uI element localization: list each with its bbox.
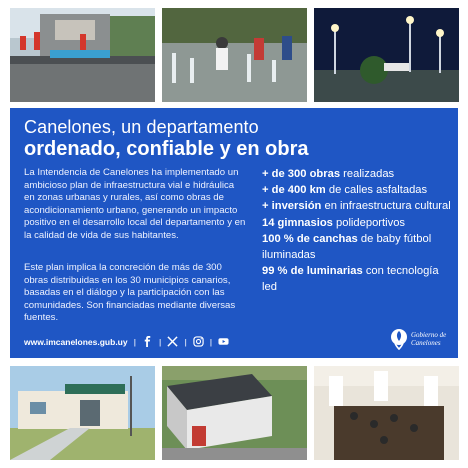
- facebook-icon[interactable]: [142, 336, 153, 347]
- stat-item: 99 % de luminarias con tecnología led: [262, 265, 439, 294]
- photo-night-park: [314, 8, 459, 102]
- stat-item: 14 gimnasios polideportivos: [262, 216, 406, 229]
- gobierno-logo: [390, 326, 452, 352]
- stat-item: + de 300 obras realizadas: [262, 168, 395, 180]
- photo-building-ramp: [10, 366, 155, 460]
- photo-gym-aerial: [162, 366, 307, 460]
- separator: |: [209, 336, 213, 347]
- info-panel: [10, 108, 458, 358]
- stat-item: + de 400 km de calles asfaltadas: [262, 184, 428, 197]
- stat-item: + inversión en infraestructura cultural: [262, 200, 451, 213]
- footer-links: [24, 336, 229, 347]
- photo-road-workers: [10, 8, 155, 102]
- separator: |: [184, 336, 187, 347]
- x-icon[interactable]: [167, 336, 178, 347]
- separator: |: [158, 336, 162, 347]
- photo-fountain-plaza: [162, 8, 307, 102]
- stat-item: 100 % de canchas de baby fútbol iluminadas: [262, 232, 432, 262]
- photo-hall-crowd: [314, 366, 459, 460]
- canelones-logo-icon: [390, 328, 408, 350]
- description-paragraph-1: La Intendencia de Canelones ha implementado un ambicioso plan de infraestructura vial e hidráulica en zonas urbanas y rurales, así como obras de acondicionamiento urbano, generando un impacto positivo en el desarrollo local del departamento y en la calidad de vida de sus habitantes.: [24, 167, 246, 241]
- website-link[interactable]: www.imcanelones.gub.uy: [24, 336, 128, 347]
- heading-line-2: ordenado, confiable y en obra: [24, 138, 309, 160]
- heading-line-1: Canelones, un departamento: [24, 117, 259, 137]
- separator: |: [133, 336, 136, 347]
- stats-list: [262, 166, 452, 296]
- youtube-icon[interactable]: [218, 336, 229, 347]
- description-paragraph-2: Este plan implica la concreción de más de 300 obras distribuidas en los 30 municipios canarios, basadas en el diálogo y la participación con las comunidades. Son financiadas mediante diversas fuentes.: [24, 262, 236, 324]
- instagram-icon[interactable]: [193, 336, 204, 347]
- logo-line-1: Gobierno de: [411, 331, 447, 339]
- logo-line-2: Canelones: [411, 339, 441, 347]
